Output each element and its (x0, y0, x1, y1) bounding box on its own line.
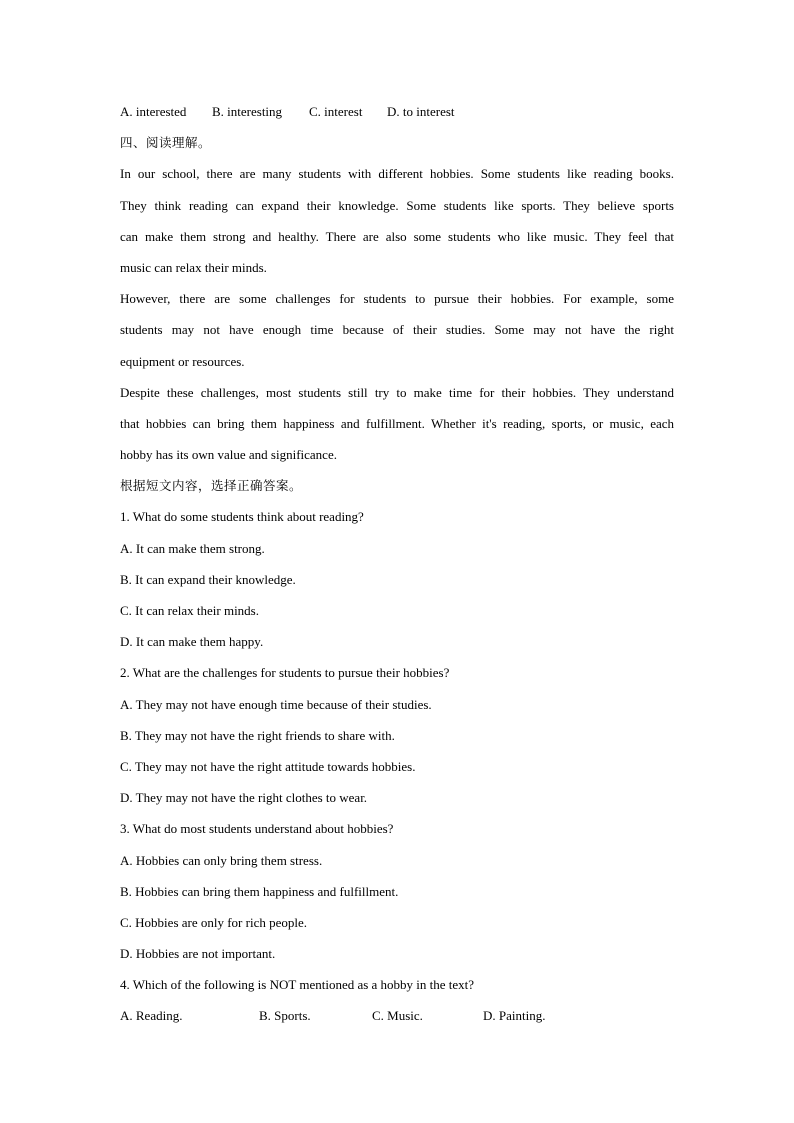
question-options (120, 1004, 674, 1035)
option-b: B. Hobbies can bring them happiness and fulfillment. (120, 883, 399, 899)
previous-question-options (120, 100, 674, 131)
option-b: B. Sports. (259, 1008, 311, 1024)
option-d: D. They may not have the right clothes to wear. (120, 790, 368, 806)
option-c: C. It can relax their minds. (120, 603, 259, 618)
option-d: D. It can make them happy. (120, 634, 264, 650)
passage-line: music can relax their minds. (120, 259, 267, 275)
option-a: A. interested (120, 104, 187, 119)
option-b: B. It can expand their knowledge. (120, 571, 296, 587)
option-c: C. They may not have the right attitude towards hobbies. (120, 758, 416, 774)
passage-line: However, there are some challenges for students to pursue their hobbies. For example, some (120, 291, 674, 307)
passage-line: equipment or resources. (120, 353, 245, 369)
question-stem: 1. What do some students think about reading? (120, 509, 364, 525)
passage-line: They think reading can expand their knowledge. Some students like sports. They believe sports (120, 197, 674, 213)
passage-line: hobby has its own value and significance. (120, 447, 337, 463)
option-a: A. Hobbies can only bring them stress. (120, 852, 323, 868)
passage-line: that hobbies can bring them happiness and fulfillment. Whether it's reading, sports, or music, each (120, 415, 674, 431)
document-page (120, 100, 674, 1036)
option-c: C. interest (309, 104, 363, 119)
question-2 (120, 661, 674, 817)
option-a: A. It can make them strong. (120, 540, 265, 556)
option-d: D. to interest (387, 104, 455, 119)
passage-line: Despite these challenges, most students still try to make time for their hobbies. They understand (120, 384, 674, 400)
option-d: D. Painting. (483, 1008, 546, 1024)
question-4 (120, 973, 674, 1035)
option-c: C. Music. (372, 1008, 423, 1024)
passage-line: can make them strong and healthy. There are also some students who like music. They feel that (120, 228, 674, 244)
option-a: A. They may not have enough time because of their studies. (120, 696, 432, 712)
question-1 (120, 505, 674, 661)
question-3 (120, 817, 674, 973)
option-a: A. Reading. (120, 1008, 183, 1024)
question-stem: 2. What are the challenges for students to pursue their hobbies? (120, 665, 450, 681)
option-b: B. They may not have the right friends to share with. (120, 727, 395, 743)
option-b: B. interesting (212, 104, 283, 119)
passage-line: students may not have enough time because of their studies. Some may not have the right (120, 322, 674, 338)
reading-passage (120, 162, 674, 474)
option-d: D. Hobbies are not important. (120, 946, 276, 962)
option-c: C. Hobbies are only for rich people. (120, 914, 308, 930)
question-stem: 3. What do most students understand about hobbies? (120, 821, 394, 837)
passage-line: In our school, there are many students with different hobbies. Some students like reading books. (120, 166, 674, 182)
section-title: 四、阅读理解。 (120, 135, 212, 151)
instruction: 根据短文内容，选择正确答案。 (120, 478, 303, 494)
question-stem: 4. Which of the following is NOT mentioned as a hobby in the text? (120, 977, 475, 993)
